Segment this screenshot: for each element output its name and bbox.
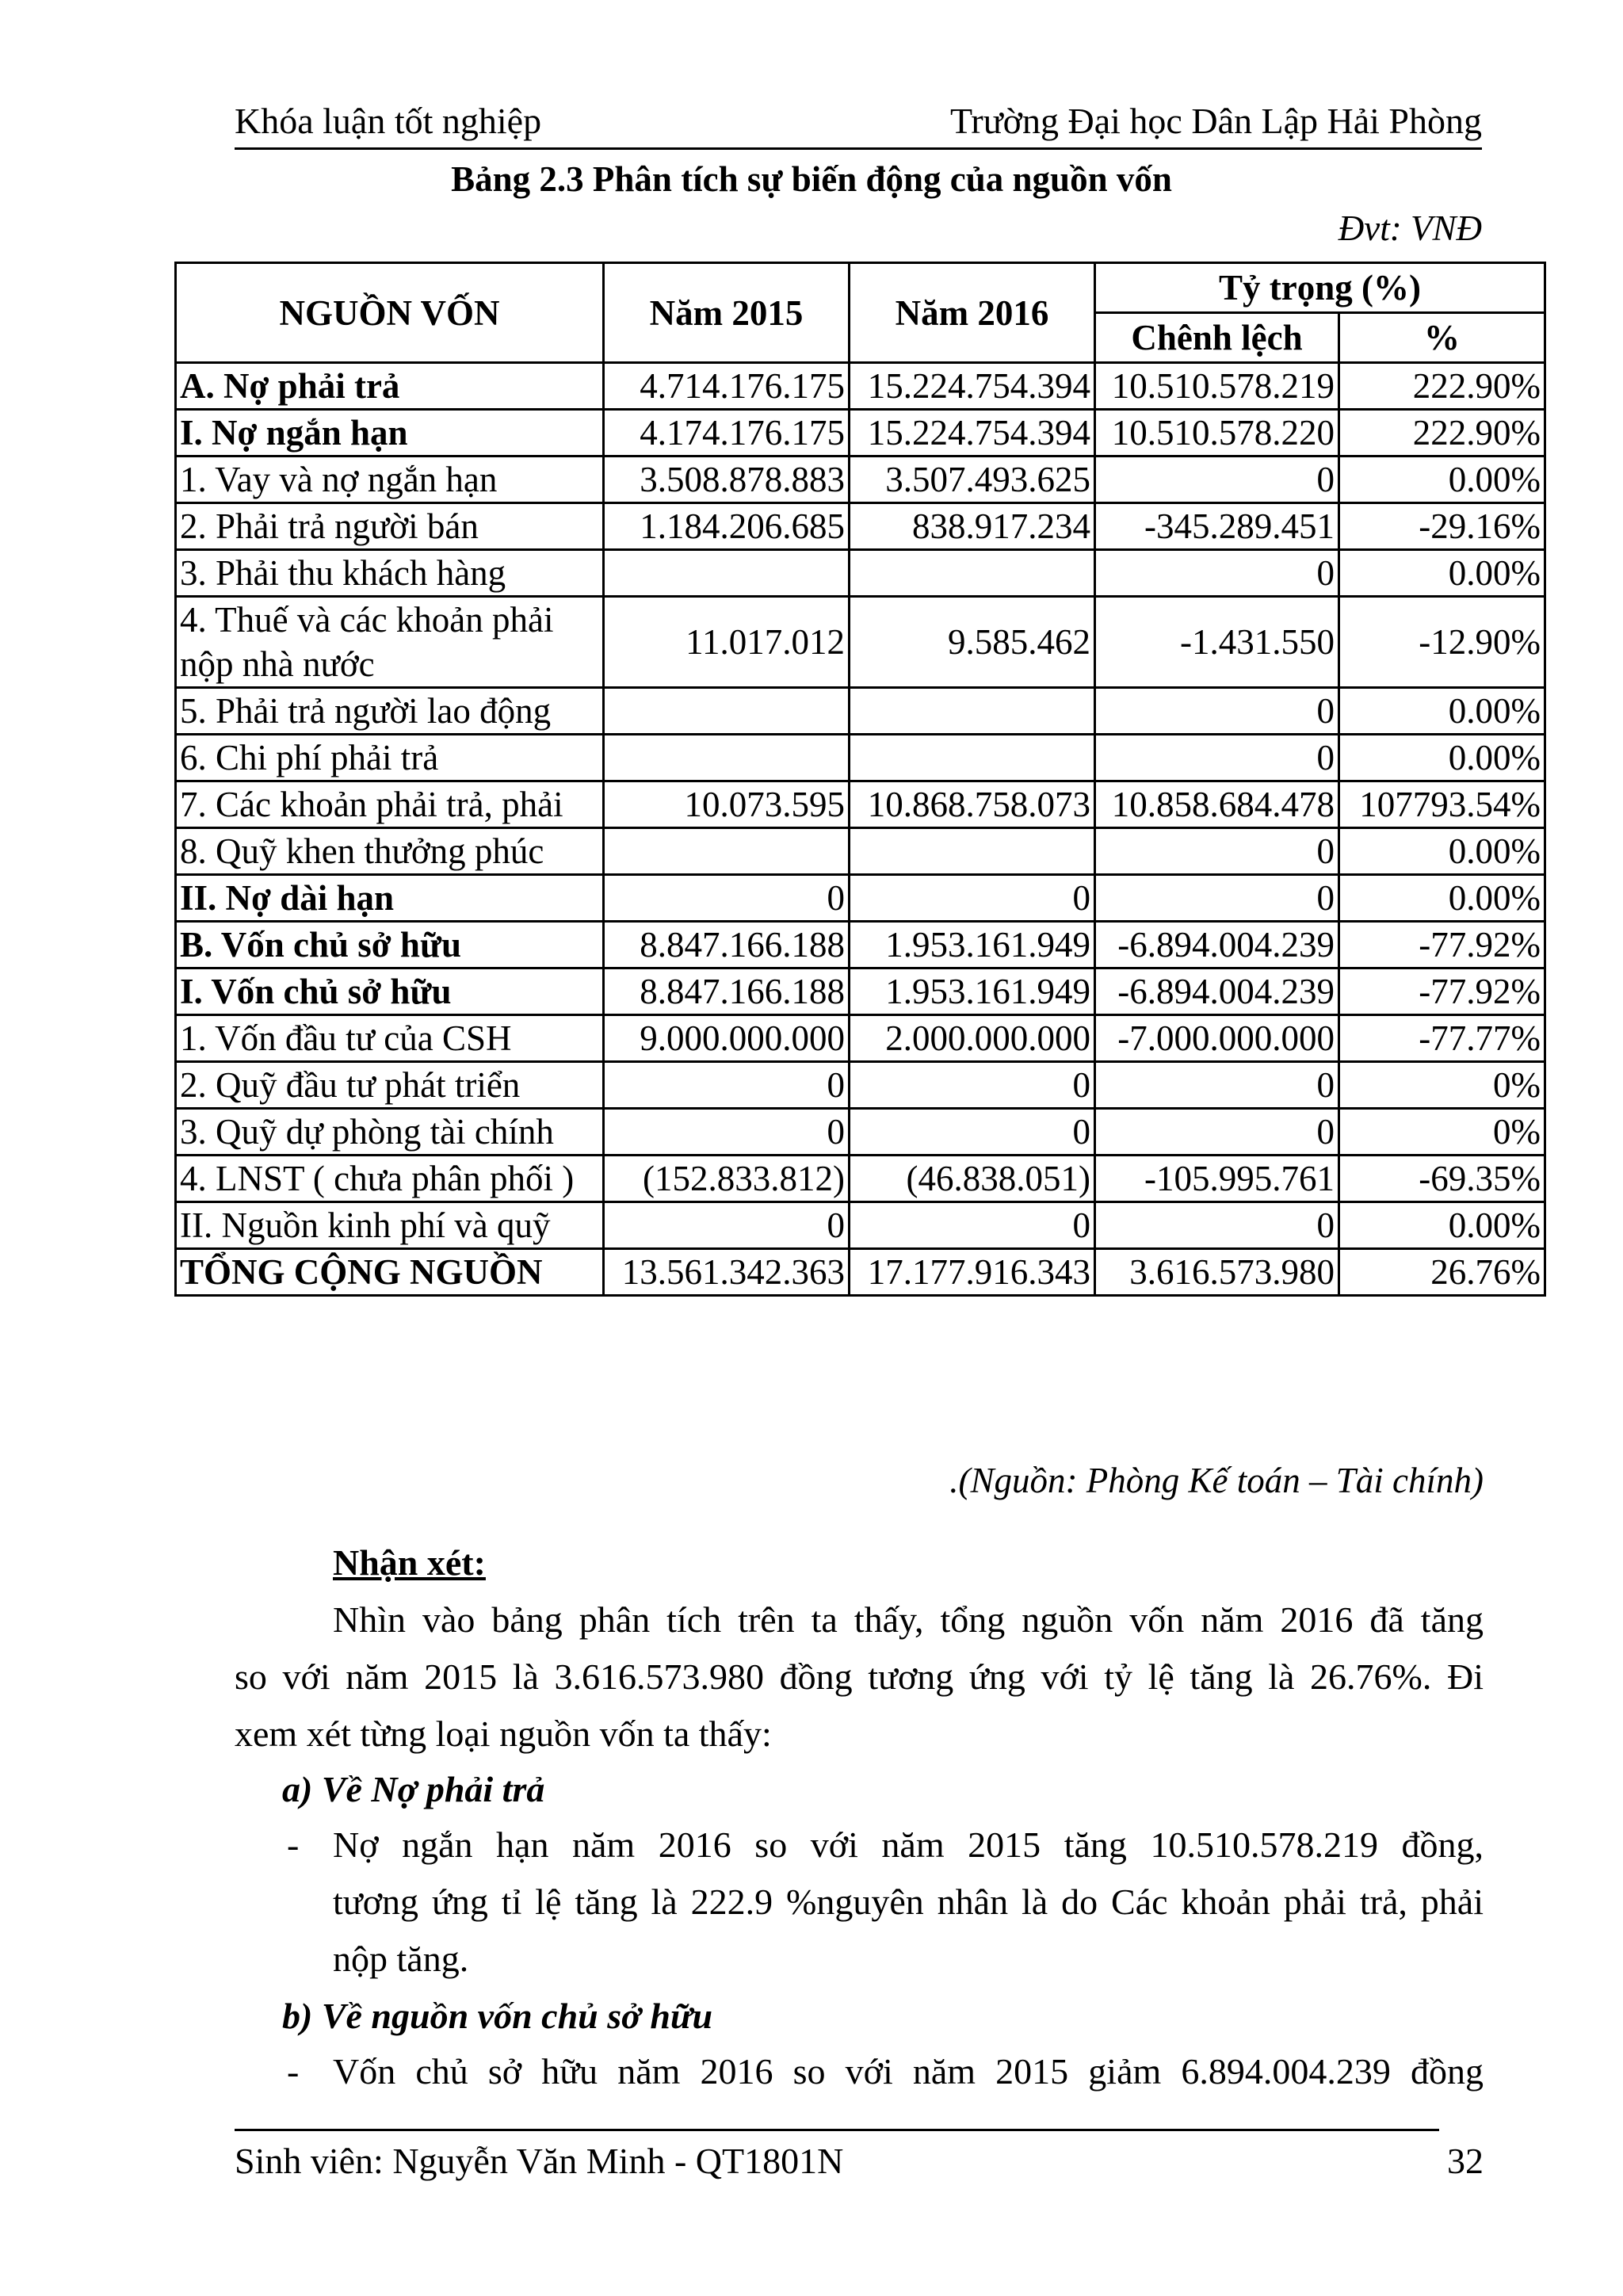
cell-pct: 107793.54% [1339,781,1545,828]
cell-y2016: 1.953.161.949 [850,968,1095,1015]
cell-y2016: 15.224.754.394 [850,410,1095,457]
cell-label: 4. LNST ( chưa phân phối ) [176,1156,604,1202]
cell-pct: 0.00% [1339,550,1545,597]
subheading-a: a) Về Nợ phải trả [282,1769,545,1809]
bullet-dash-1: - [287,1824,300,1865]
cell-label: 6. Chi phí phải trả [176,735,604,781]
cell-pct: 0.00% [1339,1202,1545,1249]
table-unit: Đvt: VNĐ [1338,208,1482,248]
cell-pct: -77.92% [1339,922,1545,968]
header-chenh-lech: Chênh lệch [1095,313,1339,363]
cell-y2016 [850,688,1095,735]
table-row [176,968,1545,1015]
bullet-dash-2: - [287,2051,300,2092]
table-row [176,1156,1545,1202]
cell-pct: 0% [1339,1109,1545,1156]
cell-label: I. Nợ ngắn hạn [176,410,604,457]
cell-label: II. Nợ dài hạn [176,875,604,922]
header-nguon-von: NGUỒN VỐN [176,263,604,363]
paragraph-line-2: so với năm 2015 là 3.616.573.980 đồng tương ứng với tỷ lệ tăng là 26.76%. Đi [235,1656,1484,1697]
cell-diff: 0 [1095,550,1339,597]
cell-label: 4. Thuế và các khoản phải nộp nhà nước [176,597,604,688]
cell-diff: -6.894.004.239 [1095,922,1339,968]
page-number: 32 [1447,2141,1484,2181]
cell-y2016 [850,550,1095,597]
cell-y2015: 0 [604,1202,850,1249]
cell-pct: -69.35% [1339,1156,1545,1202]
header-year-2016: Năm 2016 [850,263,1095,363]
cell-y2015: 1.184.206.685 [604,503,850,550]
bullet-1-line-2: tương ứng tỉ lệ tăng là 222.9 %nguyên nhân là do Các khoản phải trả, phải [333,1881,1484,1922]
cell-y2015: 13.561.342.363 [604,1249,850,1296]
cell-y2015: 4.174.176.175 [604,410,850,457]
cell-y2015 [604,688,850,735]
cell-diff: -345.289.451 [1095,503,1339,550]
cell-y2016: 10.868.758.073 [850,781,1095,828]
header-percent: % [1339,313,1545,363]
cell-label: 3. Quỹ dự phòng tài chính [176,1109,604,1156]
cell-pct: 0.00% [1339,828,1545,875]
header-university: Trường Đại học Dân Lập Hải Phòng [949,101,1482,141]
table-row [176,597,1545,688]
cell-label: II. Nguồn kinh phí và quỹ [176,1202,604,1249]
table-row [176,1202,1545,1249]
cell-label: B. Vốn chủ sở hữu [176,922,604,968]
page-header [235,97,1482,150]
cell-y2016: 0 [850,1202,1095,1249]
cell-diff: 0 [1095,828,1339,875]
cell-pct: 0.00% [1339,457,1545,503]
cell-diff: 10.510.578.219 [1095,363,1339,410]
cell-label: 2. Quỹ đầu tư phát triển [176,1062,604,1109]
table-row [176,735,1545,781]
table-row [176,1249,1545,1296]
cell-y2015: (152.833.812) [604,1156,850,1202]
cell-diff: -105.995.761 [1095,1156,1339,1202]
cell-label: I. Vốn chủ sở hữu [176,968,604,1015]
cell-pct: 0% [1339,1062,1545,1109]
cell-pct: 222.90% [1339,410,1545,457]
cell-pct: 0.00% [1339,688,1545,735]
table-row [176,828,1545,875]
cell-label: 2. Phải trả người bán [176,503,604,550]
cell-y2016: 9.585.462 [850,597,1095,688]
header-year-2015: Năm 2015 [604,263,850,363]
cell-y2015: 9.000.000.000 [604,1015,850,1062]
cell-y2016 [850,735,1095,781]
cell-label: A. Nợ phải trả [176,363,604,410]
cell-y2015: 11.017.012 [604,597,850,688]
cell-label: 7. Các khoản phải trả, phải [176,781,604,828]
cell-diff: 10.510.578.220 [1095,410,1339,457]
cell-y2016: 2.000.000.000 [850,1015,1095,1062]
cell-y2016: 1.953.161.949 [850,922,1095,968]
table-row [176,550,1545,597]
cell-y2016: 3.507.493.625 [850,457,1095,503]
table-row [176,875,1545,922]
cell-label: 1. Vốn đầu tư của CSH [176,1015,604,1062]
cell-label: 1. Vay và nợ ngắn hạn [176,457,604,503]
cell-pct: 0.00% [1339,875,1545,922]
cell-diff: 0 [1095,457,1339,503]
cell-y2016: 15.224.754.394 [850,363,1095,410]
header-thesis-title: Khóa luận tốt nghiệp [235,101,542,141]
table-row [176,688,1545,735]
cell-y2015 [604,735,850,781]
table-row [176,781,1545,828]
cell-y2016: (46.838.051) [850,1156,1095,1202]
table-source: .(Nguồn: Phòng Kế toán – Tài chính) [949,1461,1484,1500]
header-ty-trong: Tỷ trọng (%) [1095,263,1545,313]
cell-y2015: 0 [604,1062,850,1109]
remark-heading: Nhận xét: [333,1542,486,1583]
cell-diff: 3.616.573.980 [1095,1249,1339,1296]
cell-y2016: 0 [850,1062,1095,1109]
cell-pct: -12.90% [1339,597,1545,688]
table-row [176,1062,1545,1109]
cell-label: 8. Quỹ khen thưởng phúc [176,828,604,875]
cell-y2016: 838.917.234 [850,503,1095,550]
cell-label: TỔNG CỘNG NGUỒN [176,1249,604,1296]
table-row [176,410,1545,457]
cell-diff: -1.431.550 [1095,597,1339,688]
cell-y2016: 0 [850,875,1095,922]
cell-y2015: 8.847.166.188 [604,922,850,968]
cell-y2015: 4.714.176.175 [604,363,850,410]
cell-pct: -29.16% [1339,503,1545,550]
cell-pct: 0.00% [1339,735,1545,781]
cell-y2015: 8.847.166.188 [604,968,850,1015]
cell-y2015 [604,828,850,875]
bullet-2-line-1: Vốn chủ sở hữu năm 2016 so với năm 2015 giảm 6.894.004.239 đồng [333,2051,1484,2092]
bullet-1-line-1: Nợ ngắn hạn năm 2016 so với năm 2015 tăng 10.510.578.219 đồng, [333,1824,1484,1865]
cell-y2015: 0 [604,1109,850,1156]
cell-y2016 [850,828,1095,875]
table-row [176,363,1545,410]
cell-diff: 0 [1095,1202,1339,1249]
cell-y2016: 17.177.916.343 [850,1249,1095,1296]
cell-pct: 222.90% [1339,363,1545,410]
cell-pct: -77.92% [1339,968,1545,1015]
subheading-b: b) Về nguồn vốn chủ sở hữu [282,1996,713,2036]
table-caption: Bảng 2.3 Phân tích sự biến động của nguồn vốn [451,159,1172,199]
cell-diff: 0 [1095,875,1339,922]
capital-table [174,262,1546,1297]
paragraph-line-1: Nhìn vào bảng phân tích trên ta thấy, tổng nguồn vốn năm 2016 đã tăng [333,1599,1484,1640]
footer-student: Sinh viên: Nguyễn Văn Minh - QT1801N [235,2141,844,2181]
cell-diff: 0 [1095,688,1339,735]
table-row [176,1109,1545,1156]
footer-divider [235,2129,1439,2131]
cell-y2015: 3.508.878.883 [604,457,850,503]
cell-y2015: 10.073.595 [604,781,850,828]
cell-pct: 26.76% [1339,1249,1545,1296]
cell-diff: -7.000.000.000 [1095,1015,1339,1062]
cell-pct: -77.77% [1339,1015,1545,1062]
bullet-1-line-3: nộp tăng. [333,1939,469,1979]
cell-diff: 0 [1095,1109,1339,1156]
cell-y2015: 0 [604,875,850,922]
cell-diff: 10.858.684.478 [1095,781,1339,828]
cell-label: 3. Phải thu khách hàng [176,550,604,597]
cell-diff: 0 [1095,735,1339,781]
paragraph-line-3: xem xét từng loại nguồn vốn ta thấy: [235,1713,772,1754]
cell-label: 5. Phải trả người lao động [176,688,604,735]
table-body [176,363,1545,1296]
table-row [176,922,1545,968]
table-row [176,503,1545,550]
table-row [176,1015,1545,1062]
cell-y2016: 0 [850,1109,1095,1156]
cell-diff: 0 [1095,1062,1339,1109]
table-row [176,457,1545,503]
cell-y2015 [604,550,850,597]
cell-diff: -6.894.004.239 [1095,968,1339,1015]
